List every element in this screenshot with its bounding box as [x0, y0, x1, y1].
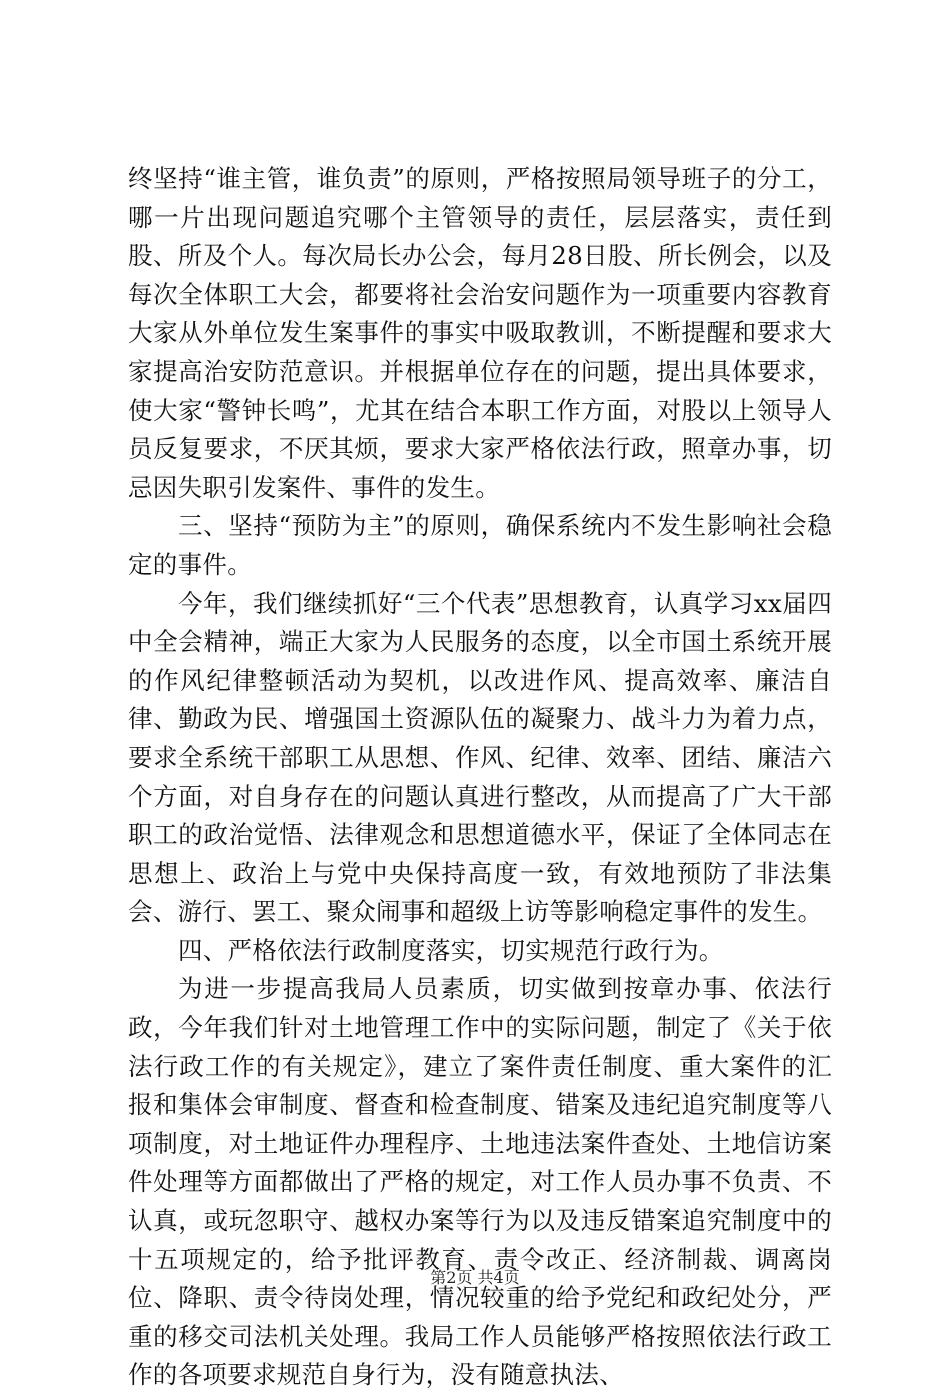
paragraph-4-heading-four: 四、严格依法行政制度落实，切实规范行政行为。 [178, 935, 724, 965]
paragraph-5: 为进一步提高我局人员素质，切实做到按章办事、依法行政，今年我们针对土地管理工作中的实际问题，制定了《关于依法行政工作的有关规定》，建立了案件责任制度、重大案件的汇报和集体会审制度、督查和检查制度、错案及违纪追究制度等八项制度，对土地证件办理程序、土地违法案件查处、土地信访案件处理等方面都做出了严格的规定，对工作人员办事不负责、不认真，或玩忽职守、越权办案等行为以及违反错案追究制度中的十五项规定的，给予批评教育、责令改正、经济制裁、调离岗位、降职、责令待岗处理，情况较重的给予党纪和政纪处分，严重的移交司法机关处理。我局工作人员能够严格按照依法行政工作的各项要求规范自身行为，没有随意执法、 [128, 974, 832, 1390]
paragraph-2-heading-three: 三、坚持“预防为主”的原则，确保系统内不发生影响社会稳定的事件。 [128, 511, 832, 579]
paragraph-1: 终坚持“谁主管，谁负责”的原则，严格按照局领导班子的分工，哪一片出现问题追究哪个主管领导的责任，层层落实，责任到股、所及个人。每次局长办公会，每月28日股、所长例会，以及每次全体职工大会，都要将社会治安问题作为一项重要内容教育大家从外单位发生案事件的事实中吸取教训，不断提醒和要求大家提高治安防范意识。并根据单位存在的问题，提出具体要求，使大家“警钟长鸣”，尤其在结合本职工作方面，对股以上领导人员反复要求，不厌其烦，要求大家严格依法行政，照章办事，切忌因失职引发案件、事件的发生。 [128, 164, 832, 502]
paragraph-3: 今年，我们继续抓好“三个代表”思想教育，认真学习xx届四中全会精神，端正大家为人民服务的态度，以全市国土系统开展的作风纪律整顿活动为契机，以改进作风、提高效率、廉洁自律、勤政为民、增强国土资源队伍的凝聚力、战斗力为着力点，要求全系统干部职工从思想、作风、纪律、效率、团结、廉洁六个方面，对自身存在的问题认真进行整改，从而提高了广大干部职工的政治觉悟、法律观念和思想道德水平，保证了全体同志在思想上、政治上与党中央保持高度一致，有效地预防了非法集会、游行、罢工、聚众闹事和超级上访等影响稳定事件的发生。 [128, 588, 832, 927]
page-footer: 第2页 共4页 [430, 1268, 520, 1287]
document-body [128, 160, 832, 1395]
